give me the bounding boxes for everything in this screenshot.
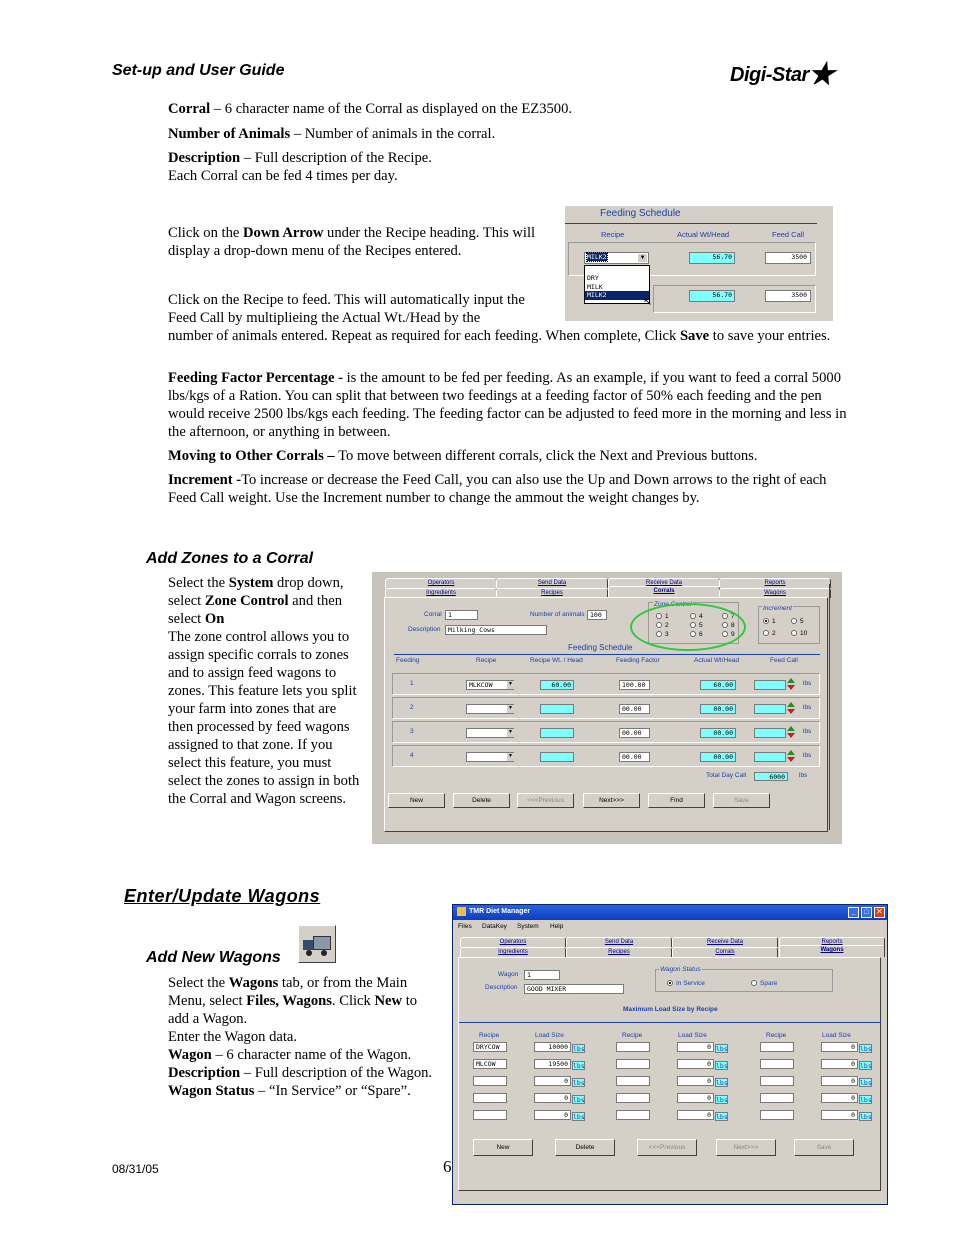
menu-files[interactable]: Files — [458, 923, 472, 930]
tab-ingredients[interactable]: Ingredients — [385, 588, 497, 598]
tab-reports[interactable]: Reports — [719, 578, 831, 588]
feeding-factor-input[interactable]: 00.00 — [619, 728, 650, 738]
description-label: Description — [408, 626, 441, 633]
button-previous[interactable]: <<<Previous — [517, 793, 574, 808]
tab-receive-data[interactable]: Receive Data — [672, 937, 778, 947]
zone-label: 7 — [731, 613, 735, 620]
load-unit: lbs — [573, 1096, 585, 1104]
tab-receive-data[interactable]: Receive Data — [608, 578, 720, 588]
wagon-load-field[interactable]: 10000 — [534, 1042, 571, 1052]
dropdown-arrow-icon[interactable]: ▼ — [638, 254, 647, 262]
col-load-header: Load Size — [535, 1032, 564, 1039]
wagon-load-field[interactable]: 0 — [821, 1093, 858, 1103]
increment-radio-5[interactable] — [791, 618, 804, 625]
load-unit: lbs — [716, 1096, 728, 1104]
unit-label: lbs — [803, 704, 812, 711]
tab-corrals[interactable]: Corrals — [672, 947, 778, 957]
tab-operators[interactable]: Operators — [460, 937, 566, 947]
actual-wt-head: 00.00 — [700, 704, 736, 714]
spare-label: Spare — [760, 980, 778, 987]
load-unit: lbs — [716, 1113, 728, 1121]
zone-label: 3 — [665, 631, 669, 638]
feed-call-value[interactable] — [754, 704, 786, 714]
wagon-load-field[interactable]: 0 — [821, 1076, 858, 1086]
add-zones-heading: Add Zones to a Corral — [146, 550, 314, 567]
feeding-number: 4 — [410, 752, 414, 759]
increment-title: Increment — [763, 605, 792, 612]
button-delete[interactable]: Delete — [555, 1139, 615, 1156]
highlight-circle — [630, 603, 746, 651]
dropdown-option-milk2[interactable]: MILK2 — [585, 291, 649, 300]
corral-fs-title: Feeding Schedule — [568, 643, 633, 652]
col-load-header: Load Size — [822, 1032, 851, 1039]
total-day-call-unit: lbs — [799, 772, 808, 779]
description-def: Description – Full description of the Recipe. Each Corral can be fed 4 times per day. — [168, 150, 432, 184]
fs-recipe-dropdown — [584, 265, 650, 304]
col-header: Feed Call — [770, 657, 798, 664]
zones-text: Select the System drop down, select Zone Control and then select On The zone control allows you to assign specific corrals to zones and to assign feed wagons to zones. This feature lets you split your farm into zones that are then processed by feed wagons assigned to that zone. If you select this feature, you must select the zones to assign in both the Corral and Wagon screens. — [168, 575, 360, 807]
decrease-arrow-icon[interactable] — [787, 685, 795, 690]
zone-label: 9 — [731, 631, 735, 638]
feed-call-value[interactable] — [754, 728, 786, 738]
dropdown-arrow-icon[interactable]: ▼ — [508, 754, 513, 759]
zone-label: 1 — [665, 613, 669, 620]
wagon-button-icon[interactable] — [298, 925, 336, 963]
recipe-select[interactable]: MLKCOW — [466, 680, 514, 690]
load-unit: lbs — [573, 1062, 585, 1070]
spare-radio[interactable] — [751, 980, 777, 987]
app-icon — [457, 907, 466, 916]
wagon-load-field[interactable]: 0 — [534, 1110, 571, 1120]
increment-radio-2[interactable] — [763, 630, 776, 637]
wagon-recipe-field[interactable] — [760, 1110, 794, 1120]
radio-icon — [667, 980, 673, 986]
page-number: 6 — [443, 1157, 452, 1176]
wagon-status-title: Wagon Status — [660, 966, 701, 973]
minimize-icon[interactable]: _ — [848, 907, 859, 918]
radio-icon — [751, 980, 757, 986]
wagon-recipe-field[interactable] — [760, 1059, 794, 1069]
fs-feedcall-2[interactable]: 3500 — [765, 290, 811, 302]
wagon-recipe-field[interactable] — [473, 1093, 507, 1103]
col-header: Recipe Wt. / Head — [530, 657, 583, 664]
wagon-recipe-field[interactable] — [616, 1076, 650, 1086]
wagon-desc-input[interactable]: GOOD MIXER — [524, 984, 624, 994]
button-next[interactable]: Next>>> — [716, 1139, 776, 1156]
increase-arrow-icon[interactable] — [787, 726, 795, 731]
unit-label: lbs — [803, 752, 812, 759]
load-unit: lbs — [716, 1079, 728, 1087]
menu-datakey[interactable]: DataKey — [482, 923, 507, 930]
description-input[interactable]: Milking Cows — [445, 625, 547, 635]
button-save[interactable]: Save — [713, 793, 770, 808]
load-unit: lbs — [860, 1079, 872, 1087]
fs-col-recipe: Recipe — [601, 230, 625, 239]
dropdown-arrow-icon[interactable]: ▼ — [508, 706, 513, 711]
wagon-load-field[interactable]: 0 — [821, 1059, 858, 1069]
moving-corrals-def: Moving to Other Corrals – To move between different corrals, click the Next and Previous buttons. — [168, 448, 758, 464]
dropdown-blank — [585, 266, 649, 274]
button-save[interactable]: Save — [794, 1139, 854, 1156]
corral-screenshot — [372, 572, 842, 844]
wagon-recipe-field[interactable]: DRYCOW — [473, 1042, 507, 1052]
wagon-load-field[interactable]: 0 — [677, 1110, 714, 1120]
fs-title: Feeding Schedule — [600, 208, 681, 219]
col-header: Feeding — [396, 657, 420, 664]
in-service-label: In Service — [676, 980, 705, 987]
mouse-cursor-icon: ↖ — [643, 296, 653, 308]
col-load-header: Load Size — [678, 1032, 707, 1039]
tab-reports[interactable]: Reports — [779, 937, 885, 947]
corral-fs-divider — [394, 654, 820, 655]
logo-text: Digi-Star — [730, 64, 809, 86]
menu-system[interactable]: System — [517, 923, 539, 930]
load-unit: lbs — [573, 1079, 585, 1087]
tab-recipes[interactable]: Recipes — [496, 588, 608, 598]
total-day-call-label: Total Day Call — [706, 772, 747, 779]
load-unit: lbs — [573, 1045, 585, 1053]
wagon-load-field[interactable]: 0 — [821, 1042, 858, 1052]
radio-icon — [763, 630, 769, 636]
zone-label: 6 — [699, 631, 703, 638]
fs-col-feedcall: Feed Call — [772, 230, 805, 239]
feed-call-value[interactable] — [754, 752, 786, 762]
col-header: Recipe — [476, 657, 497, 664]
add-new-wagons-heading: Add New Wagons — [146, 949, 281, 966]
increment-label: 2 — [772, 630, 776, 637]
tab-send-data[interactable]: Send Data — [496, 578, 608, 588]
wagon-recipe-field[interactable] — [616, 1110, 650, 1120]
wagon-recipe-field[interactable] — [473, 1110, 507, 1120]
wagon-recipe-field[interactable] — [616, 1042, 650, 1052]
recipe-wt-head — [540, 728, 574, 738]
decrease-arrow-icon[interactable] — [787, 709, 795, 714]
truck-body-icon — [313, 936, 331, 950]
window-title: TMR Diet Manager — [469, 908, 531, 915]
load-unit: lbs — [716, 1045, 728, 1053]
digistar-logo — [730, 54, 834, 89]
button-next[interactable]: Next>>> — [583, 793, 640, 808]
feed-call-value[interactable] — [754, 680, 786, 690]
col-recipe-header: Recipe — [479, 1032, 500, 1039]
increase-arrow-icon[interactable] — [787, 750, 795, 755]
feeding-schedule-screenshot — [565, 206, 833, 321]
wagon-load-field[interactable]: 0 — [677, 1093, 714, 1103]
feeding-number: 2 — [410, 704, 414, 711]
col-header: Actual Wt/Head — [694, 657, 740, 664]
max-load-divider — [459, 1022, 881, 1023]
animals-def: Number of Animals – Number of animals in the corral. — [168, 126, 496, 142]
animals-label: Number of animals — [530, 611, 585, 618]
load-unit: lbs — [716, 1062, 728, 1070]
zone-label: 8 — [731, 622, 735, 629]
recipe-instructions-b: number of animals entered. Repeat as required for each feeding. When complete, Click Save to save your entries. — [168, 328, 831, 344]
increase-arrow-icon[interactable] — [787, 678, 795, 683]
down-arrow-instructions: Click on the Down Arrow under the Recipe heading. This will display a drop-down menu of the Recipes entered. — [168, 225, 536, 259]
radio-icon — [791, 618, 797, 624]
increment-def: Increment -To increase or decrease the Feed Call, you can also use the Up and Down arrows to the right of each Feed Call weight. Use the Increment number to change the ammout the weight changes by. — [168, 472, 827, 506]
wagon-recipe-field[interactable]: MLCOW — [473, 1059, 507, 1069]
wagon-load-field[interactable]: 0 — [821, 1110, 858, 1120]
logo-star-icon: ★ — [807, 58, 835, 91]
wagon-load-field[interactable]: 0 — [677, 1042, 714, 1052]
corral-def: Corral – 6 character name of the Corral as displayed on the EZ3500. — [168, 101, 573, 117]
feeding-number: 3 — [410, 728, 414, 735]
feeding-factor-input[interactable]: 00.00 — [619, 752, 650, 762]
col-recipe-header: Recipe — [766, 1032, 787, 1039]
corral-label: Corral — [424, 611, 442, 618]
actual-wt-head: 00.00 — [700, 752, 736, 762]
wagon-load-field[interactable]: 19500 — [534, 1059, 571, 1069]
corral-input[interactable]: 1 — [445, 610, 478, 620]
increase-arrow-icon[interactable] — [787, 702, 795, 707]
total-day-call-value: 6000 — [754, 772, 788, 781]
increment-radio-1[interactable] — [763, 618, 776, 625]
tab-ingredients[interactable]: Ingredients — [460, 947, 566, 957]
radio-icon — [763, 618, 769, 624]
in-service-radio[interactable] — [667, 980, 705, 987]
button-new[interactable]: New — [388, 793, 445, 808]
wagons-heading: Enter/Update Wagons — [124, 886, 321, 906]
load-unit: lbs — [860, 1062, 872, 1070]
feeding-factor-def: Feeding Factor Percentage - is the amount to be fed per feeding. As an example, if you want to feed a corral 5000 lbs/kgs of a Ration. You can split that between two feedings at a feeding factor of 50% each feeding and the pen would receive 2500 lbs/kgs each feeding. The feeding factor can be adjusted to feed more in the morning and less in the afternoon, or anything in between. — [168, 370, 847, 440]
load-unit: lbs — [860, 1113, 872, 1121]
wagon-recipe-field[interactable] — [760, 1042, 794, 1052]
truck-wheel-icon — [321, 950, 327, 956]
fs-actual-1: 56.70 — [689, 252, 735, 264]
feeding-factor-input[interactable]: 100.00 — [619, 680, 650, 690]
button-new[interactable]: New — [473, 1139, 533, 1156]
dropdown-option-milk[interactable]: MILK — [587, 282, 603, 291]
zone-label: 4 — [699, 613, 703, 620]
recipe-wt-head — [540, 752, 574, 762]
recipe-wt-head: 60.00 — [540, 680, 574, 690]
increment-radio-10[interactable] — [791, 630, 807, 637]
decrease-arrow-icon[interactable] — [787, 757, 795, 762]
decrease-arrow-icon[interactable] — [787, 733, 795, 738]
recipe-wt-head — [540, 704, 574, 714]
button-delete[interactable]: Delete — [453, 793, 510, 808]
dropdown-arrow-icon[interactable]: ▼ — [508, 682, 513, 687]
dropdown-arrow-icon[interactable]: ▼ — [508, 730, 513, 735]
wagon-recipe-field[interactable] — [760, 1076, 794, 1086]
footer-date: 08/31/05 — [112, 1162, 159, 1176]
load-unit: lbs — [860, 1045, 872, 1053]
wagon-recipe-field[interactable] — [616, 1059, 650, 1069]
fs-recipe-select[interactable] — [584, 252, 649, 264]
fs-divider — [565, 223, 817, 224]
fs-feedcall-1[interactable]: 3500 — [765, 252, 811, 264]
tab-recipes[interactable]: Recipes — [566, 947, 672, 957]
button-previous[interactable]: <<<Previous — [637, 1139, 697, 1156]
fs-recipe-selected: MILK2 — [587, 253, 607, 261]
unit-label: lbs — [803, 728, 812, 735]
max-load-title: Maximum Load Size by Recipe — [623, 1006, 718, 1013]
load-unit: lbs — [573, 1113, 585, 1121]
wagon-recipe-field[interactable] — [473, 1076, 507, 1086]
wagon-load-field[interactable]: 0 — [534, 1076, 571, 1086]
fs-col-actual: Actual Wt/Head — [677, 230, 730, 239]
actual-wt-head: 00.00 — [700, 728, 736, 738]
button-find[interactable]: Find — [648, 793, 705, 808]
zone-label: 2 — [665, 622, 669, 629]
fs-actual-2: 56.70 — [689, 290, 735, 302]
tab-operators[interactable]: Operators — [385, 578, 497, 588]
tab-wagons[interactable]: Wagons — [779, 945, 885, 957]
col-header: Feeding Factor — [616, 657, 660, 664]
tab-send-data[interactable]: Send Data — [566, 937, 672, 947]
wagon-input[interactable]: 1 — [524, 970, 560, 980]
animals-input[interactable]: 100 — [587, 610, 607, 620]
tab-wagons[interactable]: Wagons — [719, 588, 831, 598]
dropdown-option-dry[interactable]: DRY — [587, 274, 599, 282]
wagon-load-field[interactable]: 0 — [534, 1093, 571, 1103]
wagon-recipe-field[interactable] — [616, 1093, 650, 1103]
unit-label: lbs — [803, 680, 812, 687]
wagon-load-field[interactable]: 0 — [677, 1076, 714, 1086]
actual-wt-head: 60.00 — [700, 680, 736, 690]
guide-title: Set-up and User Guide — [112, 62, 285, 79]
increment-label: 5 — [800, 618, 804, 625]
wagon-label: Wagon — [498, 971, 519, 978]
recipe-instructions-a: Click on the Recipe to feed. This will automatically input the Feed Call by multiplieing the Actual Wt./Head by the — [168, 292, 525, 326]
feeding-factor-input[interactable]: 00.00 — [619, 704, 650, 714]
col-recipe-header: Recipe — [622, 1032, 643, 1039]
radio-icon — [791, 630, 797, 636]
wagon-load-field[interactable]: 0 — [677, 1059, 714, 1069]
wagon-desc-label: Description — [485, 984, 518, 991]
zone-control-title: Zone Control — [654, 601, 692, 608]
wagons-text: Select the Wagons tab, or from the Main Menu, select Files, Wagons. Click New to add a Wagon. Enter the Wagon data. Wagon – 6 character name of the Wagon. Description – Full description of the Wagon. Wagon Status – “In Service” or “Spare”. — [168, 975, 433, 1099]
wagon-window — [452, 904, 888, 1205]
increment-label: 10 — [800, 630, 808, 637]
increment-label: 1 — [772, 618, 776, 625]
feeding-number: 1 — [410, 680, 414, 687]
truck-wheel-icon — [306, 950, 312, 956]
load-unit: lbs — [860, 1096, 872, 1104]
zone-label: 5 — [699, 622, 703, 629]
close-icon[interactable]: ✕ — [874, 907, 885, 918]
tab-corrals[interactable]: Corrals — [608, 586, 720, 598]
menu-help[interactable]: Help — [550, 923, 564, 930]
wagon-recipe-field[interactable] — [760, 1093, 794, 1103]
maximize-icon[interactable]: □ — [861, 907, 872, 918]
